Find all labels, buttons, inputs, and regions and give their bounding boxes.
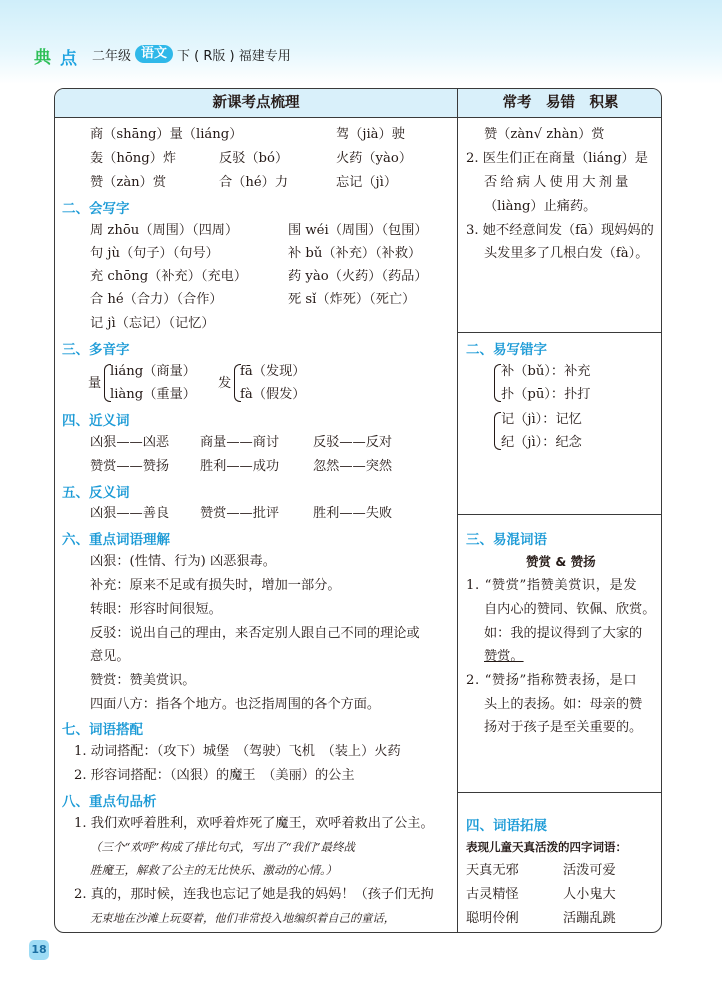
writing-item: 合 hé（合力）（合作）	[90, 292, 223, 307]
right-text-line: 如：我的提议得到了大家的	[484, 626, 643, 641]
polyphone-reading: fà（假发）	[240, 387, 306, 402]
collocation-line: 1. 动词搭配：（攻下）城堡 （驾驶）飞机 （装上）火药	[74, 744, 401, 759]
grade-label: 二年级	[92, 48, 132, 64]
synonym-pair: 赞赏——赞扬	[90, 459, 170, 474]
writing-item: 句 jù（句子）（句号）	[90, 246, 219, 261]
pinyin-item: 商（shāng）量（liáng）	[90, 127, 243, 142]
extension-word: 人小鬼大	[563, 887, 616, 902]
right-text-line: 1. “赞赏”指赞美赏识，是发	[466, 578, 638, 593]
right-text-line: 赞（zàn√ zhàn）赏	[484, 127, 605, 142]
typo-item: 补（bǔ）：补充	[501, 364, 591, 379]
synonym-pair: 反驳——反对	[313, 435, 393, 450]
definition-line: 转眼：形容时间很短。	[90, 602, 222, 617]
right-text-line: 头发里多了几根白发（fà）。	[484, 246, 649, 261]
section-heading: 六、重点词语理解	[62, 532, 170, 548]
antonym-pair: 胜利——失败	[313, 506, 393, 521]
edition-label: 下 ( R版 ) 福建专用	[177, 48, 291, 64]
brace-icon	[494, 412, 501, 450]
writing-item: 围 wéi（周围）（包围）	[288, 223, 428, 238]
writing-item: 记 jì（忘记）（记忆）	[90, 316, 215, 331]
section-heading: 四、近义词	[62, 413, 130, 429]
writing-item: 补 bǔ（补充）（补救）	[288, 246, 422, 261]
right-column-title: 常考 易错 积累	[458, 89, 662, 118]
definition-line: 意见。	[90, 649, 130, 664]
section-heading: 七、词语搭配	[62, 722, 143, 738]
typo-item: 记（jì）：记忆	[501, 412, 582, 427]
sentence-note: 胜魔王，解救了公主的无比快乐、激动的心情。）	[90, 863, 338, 877]
pinyin-item: 反驳（bó）	[219, 151, 289, 166]
brand-logo	[34, 43, 86, 69]
writing-item: 周 zhōu（周围）（四周）	[90, 223, 239, 238]
synonym-pair: 凶狠——凶恶	[90, 435, 170, 450]
right-text-line: 3. 她不经意间发（fā）现妈妈的	[466, 223, 654, 238]
section-heading: 三、易混词语	[466, 532, 547, 548]
pinyin-item: 驾（jià）驶	[336, 127, 405, 142]
confusable-subtitle: 赞赏 & 赞扬	[526, 554, 596, 569]
section-heading: 三、多音字	[62, 342, 130, 358]
pinyin-item: 轰（hōng）炸	[90, 151, 177, 166]
pinyin-item: 忘记（jì）	[336, 175, 398, 190]
section-heading: 八、重点句品析	[62, 794, 157, 810]
right-text-line: 扬对于孩子是至关重要的。	[484, 720, 643, 735]
polyphone-reading: liáng（商量）	[110, 364, 196, 379]
subject-badge: 语文	[135, 45, 173, 63]
section-heading: 二、会写字	[62, 201, 130, 217]
right-text-line: 2. “赞扬”指称赞表扬，是口	[466, 673, 638, 688]
page-header	[34, 41, 291, 67]
typo-item: 扑（pū）：扑打	[501, 387, 591, 402]
page-number: 18	[29, 940, 49, 960]
extension-word: 天真无邪	[466, 863, 519, 878]
right-text-line: 自内心的赞同、钦佩、欣赏。	[484, 602, 656, 617]
antonym-pair: 凶狠——善良	[90, 506, 170, 521]
section-heading: 四、词语拓展	[466, 818, 547, 834]
writing-item: 药 yào（火药）（药品）	[288, 269, 428, 284]
definition-line: 凶狠：(性情、行为) 凶恶狠毒。	[90, 554, 276, 569]
definition-line: 赞赏：赞美赏识。	[90, 673, 196, 688]
definition-line: 反驳：说出自己的理由，来否定别人跟自己不同的理论或	[90, 626, 420, 641]
logo-char-1: 典	[34, 48, 50, 68]
extension-subtitle: 表现儿童天真活泼的四字词语：	[466, 840, 627, 854]
sentence-note: （三个“欢呼”构成了排比句式，写出了“我们”最终战	[90, 840, 356, 854]
right-text-line: （liàng）止痛药。	[484, 199, 597, 214]
definition-line: 补充：原来不足或有损失时，增加一部分。	[90, 578, 341, 593]
polyphone-reading: liàng（重量）	[110, 387, 196, 402]
extension-word: 活泼可爱	[563, 863, 616, 878]
pinyin-item: 合（hé）力	[219, 175, 289, 190]
synonym-pair: 忽然——突然	[313, 459, 393, 474]
right-text-line: 头上的表扬。如：母亲的赞	[484, 697, 643, 712]
sentence-line: 2. 真的，那时候，连我也忘记了她是我的妈妈！（孩子们无拘	[74, 887, 434, 902]
pinyin-item: 火药（yào）	[336, 151, 413, 166]
synonym-pair: 胜利——成功	[200, 459, 280, 474]
right-section-divider	[458, 792, 662, 793]
antonym-pair: 赞赏——批评	[200, 506, 280, 521]
right-text-line: 2. 医生们正在商量（liáng）是	[466, 151, 648, 166]
section-heading: 五、反义词	[62, 485, 130, 501]
logo-char-2: 点	[60, 49, 77, 69]
typo-item: 纪（jì）：纪念	[501, 435, 582, 450]
section-heading: 二、易写错字	[466, 342, 547, 358]
sentence-line: 1. 我们欢呼着胜利，欢呼着炸死了魔王，欢呼着救出了公主。	[74, 816, 434, 831]
right-text-line: 否给病人使用大剂量	[484, 175, 632, 190]
extension-word: 古灵精怪	[466, 887, 519, 902]
writing-item: 充 chōng（补充）（充电）	[90, 269, 248, 284]
polyphone-char: 发	[218, 376, 232, 391]
extension-word: 活蹦乱跳	[563, 911, 616, 926]
polyphone-reading: fā（发现）	[240, 364, 306, 379]
right-section-divider	[458, 514, 662, 515]
polyphone-char: 量	[88, 376, 102, 391]
writing-item: 死 sǐ（炸死）（死亡）	[288, 292, 416, 307]
brace-icon	[494, 364, 501, 402]
extension-word: 聪明伶俐	[466, 911, 519, 926]
sentence-note: 无束地在沙滩上玩耍着，他们非常投入地编织着自己的童话，	[90, 912, 396, 925]
definition-line: 四面八方：指各个地方。也泛指周围的各个方面。	[90, 697, 381, 712]
right-text-line: 赞赏。	[484, 649, 524, 664]
collocation-line: 2. 形容词搭配：（凶狠）的魔王 （美丽）的公主	[74, 768, 355, 783]
left-column-title: 新课考点梳理	[55, 89, 458, 118]
synonym-pair: 商量——商讨	[200, 435, 280, 450]
right-section-divider	[458, 332, 662, 333]
pinyin-item: 赞（zàn）赏	[90, 175, 167, 190]
column-divider	[457, 117, 458, 933]
